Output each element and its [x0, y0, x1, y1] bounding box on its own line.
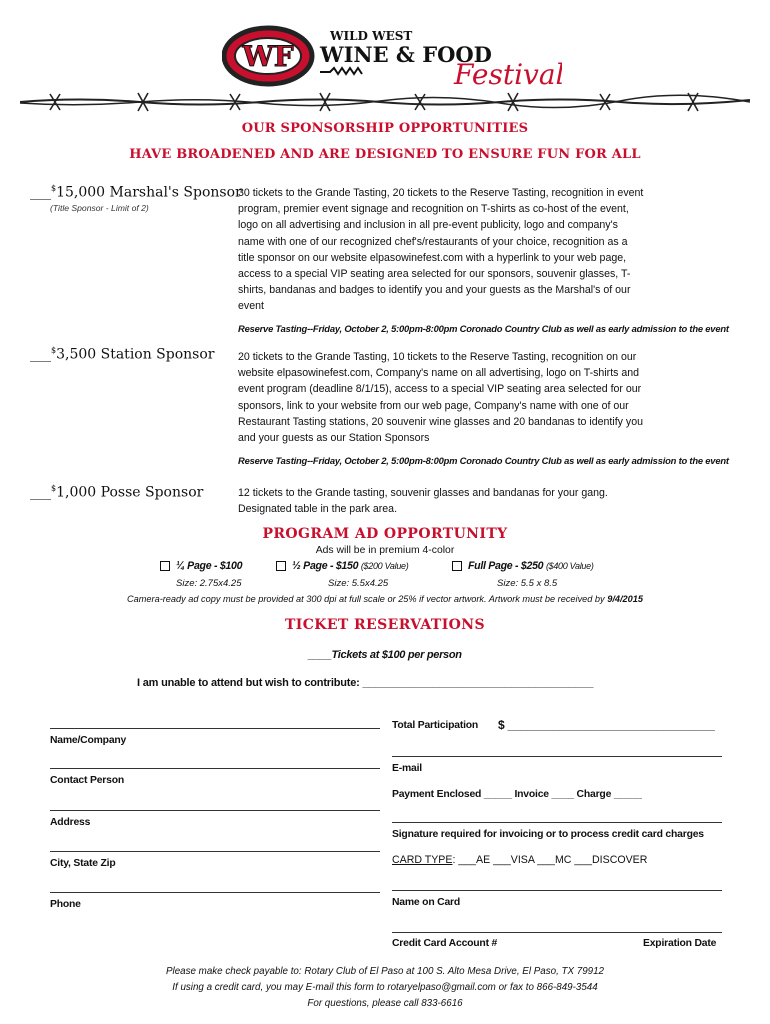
phone-label: Phone [50, 899, 81, 910]
sponsor-marshal-reserve: Reserve Tasting--Friday, October 2, 5:00pm-8:00pm Coronado Country Club as well as early admission to the event [238, 323, 729, 334]
sponsor-station-reserve: Reserve Tasting--Friday, October 2, 5:00pm-8:00pm Coronado Country Club as well as early admission to the event [238, 455, 729, 466]
credit-card-field[interactable] [392, 932, 722, 933]
ticket-price: ____Tickets at $100 per person [308, 649, 462, 661]
checkbox-quarter-page[interactable] [160, 561, 170, 571]
logo-wild-west: WILD WEST [330, 29, 413, 43]
signature-field[interactable] [392, 822, 722, 823]
city-state-zip-label: City, State Zip [50, 858, 116, 869]
footer-line-2: If using a credit card, you may E-mail this form to rotaryelpaso@gmail.com or fax to 866-849-3544 [172, 982, 598, 993]
ad-option-quarter[interactable]: ¼ Page - $100 [160, 560, 242, 572]
ad-option-full[interactable]: Full Page - $250 ($400 Value) [452, 560, 594, 572]
name-company-field[interactable] [50, 728, 380, 729]
city-state-zip-field[interactable] [50, 851, 380, 852]
payment-options[interactable]: Payment Enclosed _____ Invoice ____ Charge _____ [392, 789, 642, 800]
headline-line-1: OUR SPONSORSHIP OPPORTUNITIES [241, 121, 529, 136]
sponsor-station-description: 20 tickets to the Grande Tasting, 10 tickets to the Reserve Tasting, recognition on our website elpasowinefest.com, Company's name on all advertising, logo on T-shirts and event program (deadline 8/1/15), access to a special VIP seating area selected for our sponsors, link to your website from our web page, Company's name with one of our Restaurant Tasting stations, 20 souvenir wine glasses and 20 bandanas to identify you and your guests as our Station Sponsors [238, 351, 643, 445]
sponsor-posse-title: ___$1,000 Posse Sponsor [30, 484, 204, 501]
address-label: Address [50, 817, 91, 828]
ad-size-full: Size: 5.5 x 8.5 [497, 578, 558, 589]
checkbox-half-page[interactable] [276, 561, 286, 571]
ad-size-quarter: Size: 2.75x4.25 [176, 578, 242, 589]
contact-person-field[interactable] [50, 768, 380, 769]
ad-option-half[interactable]: ½ Page - $150 ($200 Value) [276, 560, 408, 572]
name-on-card-field[interactable] [392, 890, 722, 891]
address-field[interactable] [50, 810, 380, 811]
program-ad-subtitle: Ads will be in premium 4-color [315, 545, 455, 556]
program-ad-heading: PROGRAM AD OPPORTUNITY [262, 526, 508, 542]
barbed-wire-divider [20, 88, 750, 116]
logo-festival: Festival [454, 58, 562, 91]
phone-field[interactable] [50, 892, 380, 893]
headline-line-2: HAVE BROADENED AND ARE DESIGNED TO ENSURE FUN FOR ALL [129, 147, 641, 162]
expiration-label: Expiration Date [643, 938, 717, 949]
sponsor-marshal-note: (Title Sponsor - Limit of 2) [50, 203, 149, 213]
credit-card-label: Credit Card Account # [392, 938, 498, 949]
signature-label: Signature required for invoicing or to process credit card charges [392, 829, 704, 840]
total-participation-label: Total Participation [392, 720, 479, 731]
logo-monogram: WF [242, 40, 294, 73]
email-field[interactable] [392, 756, 722, 757]
ad-artwork-note: Camera-ready ad copy must be provided at 300 dpi at full scale or 25% if vector artwork. Artwork must be received by 9/4/2015 [127, 594, 643, 604]
sponsor-marshal-title: ___$15,000 Marshal's Sponsor [30, 184, 242, 201]
email-label: E-mail [392, 763, 422, 774]
name-company-label: Name/Company [50, 735, 127, 746]
card-type-options: : ___AE ___VISA ___MC ___DISCOVER [452, 854, 648, 866]
card-type-label: CARD TYPE [392, 854, 453, 866]
card-type-row[interactable] [392, 854, 647, 866]
name-on-card-label: Name on Card [392, 897, 461, 908]
sponsor-marshal-description: 30 tickets to the Grande Tasting, 20 tickets to the Reserve Tasting, recognition in event program, premier event signage and recognition on T-shirts as co-host of the event, logo on all advertising and inclusion in all pre-event publicity, logo and company's name with one of our recognized chef's/restaurants of your choice, recognition as a title sponsor on our website elpasowinefest.com with a hyperlink to your web page, access to a special VIP seating area selected for our sponsors, souvenir glasses, T- shirts, bandanas and badges to identify you and your guests as the Marshal's of our event [238, 187, 644, 313]
logo-wine-food: WINE & FOOD [320, 42, 492, 67]
ad-size-half: Size: 5.5x4.25 [328, 578, 389, 589]
total-participation-field[interactable]: $ ________________________________ [498, 718, 715, 732]
contribution-line[interactable]: I am unable to attend but wish to contribute: _______________________________________ [137, 677, 594, 689]
footer-line-3: For questions, please call 833-6616 [307, 998, 463, 1009]
sponsor-station-title: ___$3,500 Station Sponsor [30, 346, 215, 363]
checkbox-full-page[interactable] [452, 561, 462, 571]
footer-line-1: Please make check payable to: Rotary Club of El Paso at 100 S. Alto Mesa Drive, El Paso, TX 79912 [166, 966, 604, 977]
contact-person-label: Contact Person [50, 775, 124, 786]
ticket-reservations-heading: TICKET RESERVATIONS [284, 617, 485, 633]
sponsor-posse-description: 12 tickets to the Grande tasting, souvenir glasses and bandanas for your gang. Designated table in the park area. [238, 487, 608, 516]
